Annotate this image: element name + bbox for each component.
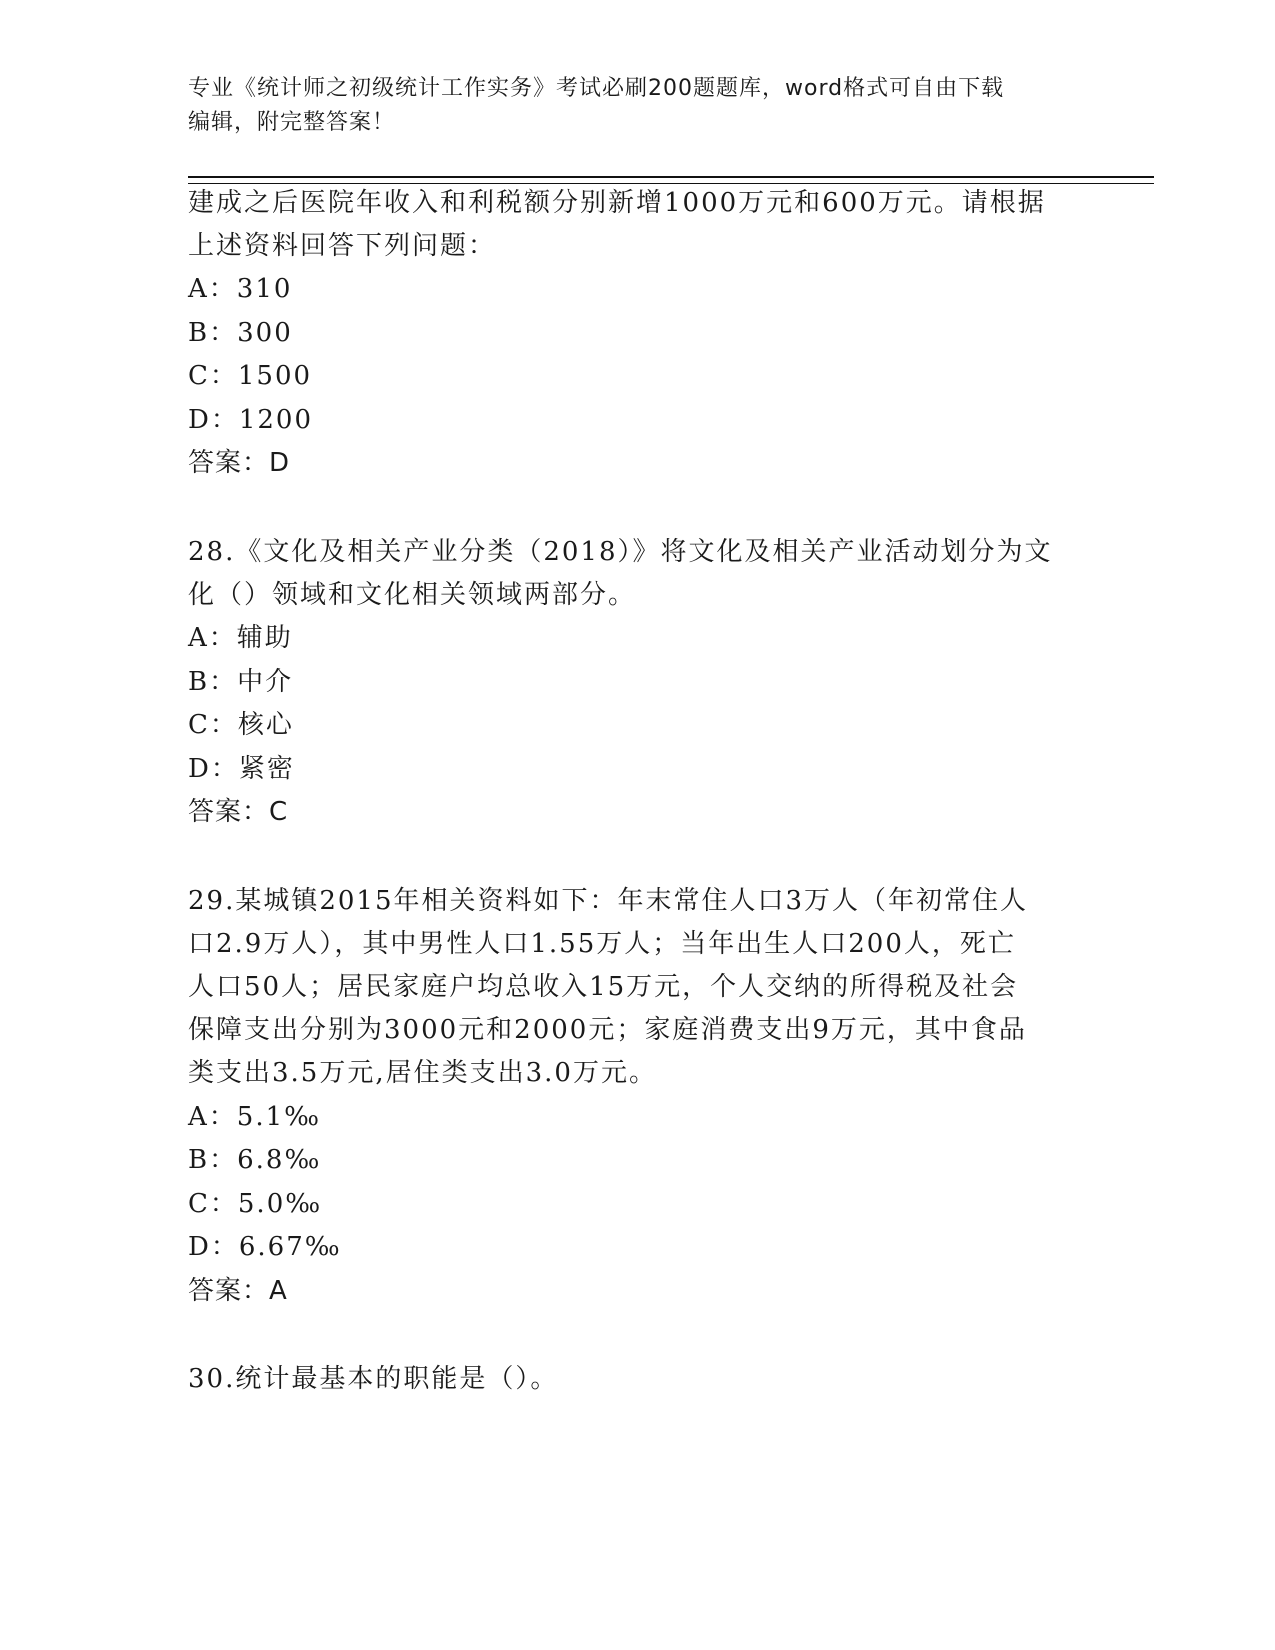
question-28-option-b: B：中介 [188, 667, 294, 697]
question-29-option-c: C：5.0‰ [188, 1189, 323, 1219]
header-line-1: 专业《统计师之初级统计工作实务》考试必刷200题题库，word格式可自由下载 [188, 76, 1005, 101]
header-divider-thick [188, 176, 1154, 178]
question-27-option-a: A：310 [188, 274, 293, 304]
question-27-option-d: D：1200 [188, 405, 314, 435]
question-29-stem-line-2: 口2.9万人），其中男性人口1.55万人；当年出生人口200人，死亡 [188, 929, 1016, 959]
document-header [188, 72, 1088, 140]
question-29-stem-line-5: 类支出3.5万元,居住类支出3.0万元。 [188, 1058, 657, 1088]
question-28-stem-line-2: 化（）领域和文化相关领域两部分。 [188, 580, 637, 610]
question-27-option-b: B：300 [188, 318, 293, 348]
question-28-option-a: A：辅助 [188, 623, 293, 653]
question-28-option-d: D：紧密 [188, 754, 295, 784]
question-28-stem-line-1: 28.《文化及相关产业分类（2018）》将文化及相关产业活动划分为文 [188, 537, 1053, 567]
question-29-option-a: A：5.1‰ [188, 1102, 322, 1132]
question-29-stem-line-3: 人口50人；居民家庭户均总收入15万元，个人交纳的所得税及社会 [188, 972, 1019, 1002]
question-27-stem-line-2: 上述资料回答下列问题： [188, 231, 497, 261]
header-line-2: 编辑，附完整答案！ [188, 110, 396, 135]
question-29-option-b: B：6.8‰ [188, 1145, 322, 1175]
question-27-answer: 答案：D [188, 448, 291, 478]
question-30-stem-line-1: 30.统计最基本的职能是（）。 [188, 1364, 559, 1394]
question-28-answer: 答案：C [188, 797, 289, 827]
question-29-option-d: D：6.67‰ [188, 1232, 342, 1262]
question-27-stem-line-1: 建成之后医院年收入和利税额分别新增1000万元和600万元。请根据 [188, 188, 1046, 218]
question-29-stem-line-1: 29.某城镇2015年相关资料如下：年末常住人口3万人（年初常住人 [188, 886, 1029, 916]
question-29-stem-line-4: 保障支出分别为3000元和2000元；家庭消费支出9万元，其中食品 [188, 1015, 1027, 1045]
question-29-answer: 答案：A [188, 1276, 288, 1306]
question-27-option-c: C：1500 [188, 361, 313, 391]
question-28-option-c: C：核心 [188, 710, 294, 740]
